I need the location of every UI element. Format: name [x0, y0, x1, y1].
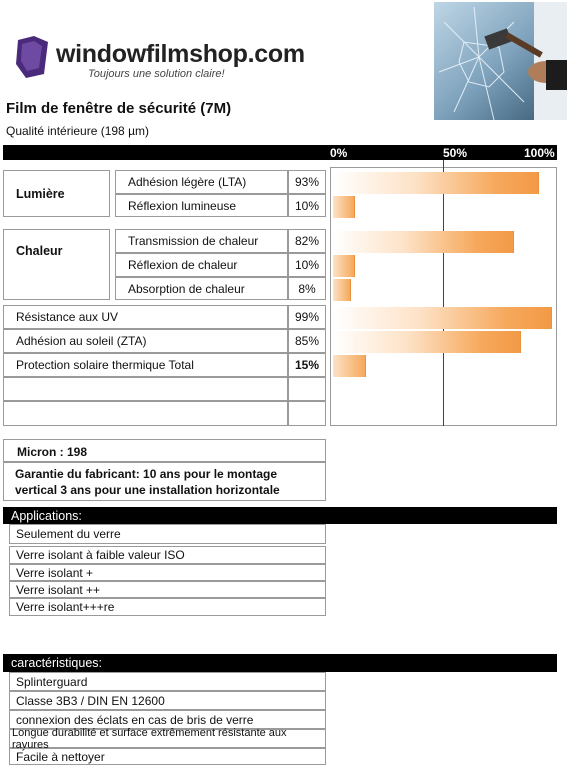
percentage-bar [333, 255, 355, 277]
application-item: Verre isolant + [9, 564, 326, 581]
percentage-bar [333, 172, 539, 194]
brand-logo-icon [14, 34, 52, 80]
features-header: caractéristiques: [3, 654, 557, 672]
empty-row [3, 401, 288, 426]
application-item: Verre isolant+++re [9, 598, 326, 616]
row-value: 85% [288, 329, 326, 353]
row-value: 99% [288, 305, 326, 329]
brand-name: windowfilmshop.com [56, 40, 305, 68]
product-title: Film de fenêtre de sécurité (7M) [6, 100, 232, 117]
row-label: Adhésion légère (LTA) [115, 170, 288, 194]
group-label-light: Lumière [3, 170, 110, 217]
percentage-bar [333, 331, 521, 353]
row-value: 82% [288, 229, 326, 253]
row-label: Adhésion au soleil (ZTA) [3, 329, 288, 353]
percentage-bar [333, 307, 552, 329]
gridline-50 [443, 160, 444, 426]
feature-item: Splinterguard [9, 672, 326, 691]
row-label: Réflexion lumineuse [115, 194, 288, 217]
group-label-heat: Chaleur [3, 229, 110, 300]
percentage-bar [333, 196, 355, 218]
percentage-bar [333, 355, 366, 377]
product-quality: Qualité intérieure (198 µm) [6, 124, 149, 138]
feature-item: Facile à nettoyer [9, 748, 326, 765]
percentage-bar [333, 279, 351, 301]
applications-header: Applications: [3, 507, 557, 524]
feature-item: Classe 3B3 / DIN EN 12600 [9, 691, 326, 710]
warranty-spec: Garantie du fabricant: 10 ans pour le montage vertical 3 ans pour une installation horizontale [3, 462, 326, 501]
row-label: Protection solaire thermique Total [3, 353, 288, 377]
scale-label-100: 100% [524, 146, 555, 160]
application-item: Verre isolant à faible valeur ISO [9, 546, 326, 564]
row-value: 8% [288, 277, 326, 300]
feature-item: Longue durabilité et surface extrêmement résistante aux rayures [9, 729, 326, 748]
micron-spec: Micron : 198 [3, 439, 326, 462]
empty-row-value [288, 377, 326, 401]
row-label: Transmission de chaleur [115, 229, 288, 253]
row-value: 93% [288, 170, 326, 194]
empty-row-value [288, 401, 326, 426]
feature-item: connexion des éclats en cas de bris de verre [9, 710, 326, 729]
row-value-total: 15% [288, 353, 326, 377]
row-value: 10% [288, 253, 326, 277]
hammer-breaking-glass-image [434, 2, 567, 120]
row-label: Réflexion de chaleur [115, 253, 288, 277]
application-item: Verre isolant ++ [9, 581, 326, 598]
brand-tagline: Toujours une solution claire! [88, 68, 225, 80]
row-label: Absorption de chaleur [115, 277, 288, 300]
row-value: 10% [288, 194, 326, 217]
row-label: Résistance aux UV [3, 305, 288, 329]
application-item: Seulement du verre [9, 524, 326, 544]
scale-label-50: 50% [443, 146, 468, 160]
empty-row [3, 377, 288, 401]
scale-bar [3, 145, 557, 160]
percentage-bar [333, 231, 514, 253]
scale-label-0: 0% [330, 146, 348, 160]
